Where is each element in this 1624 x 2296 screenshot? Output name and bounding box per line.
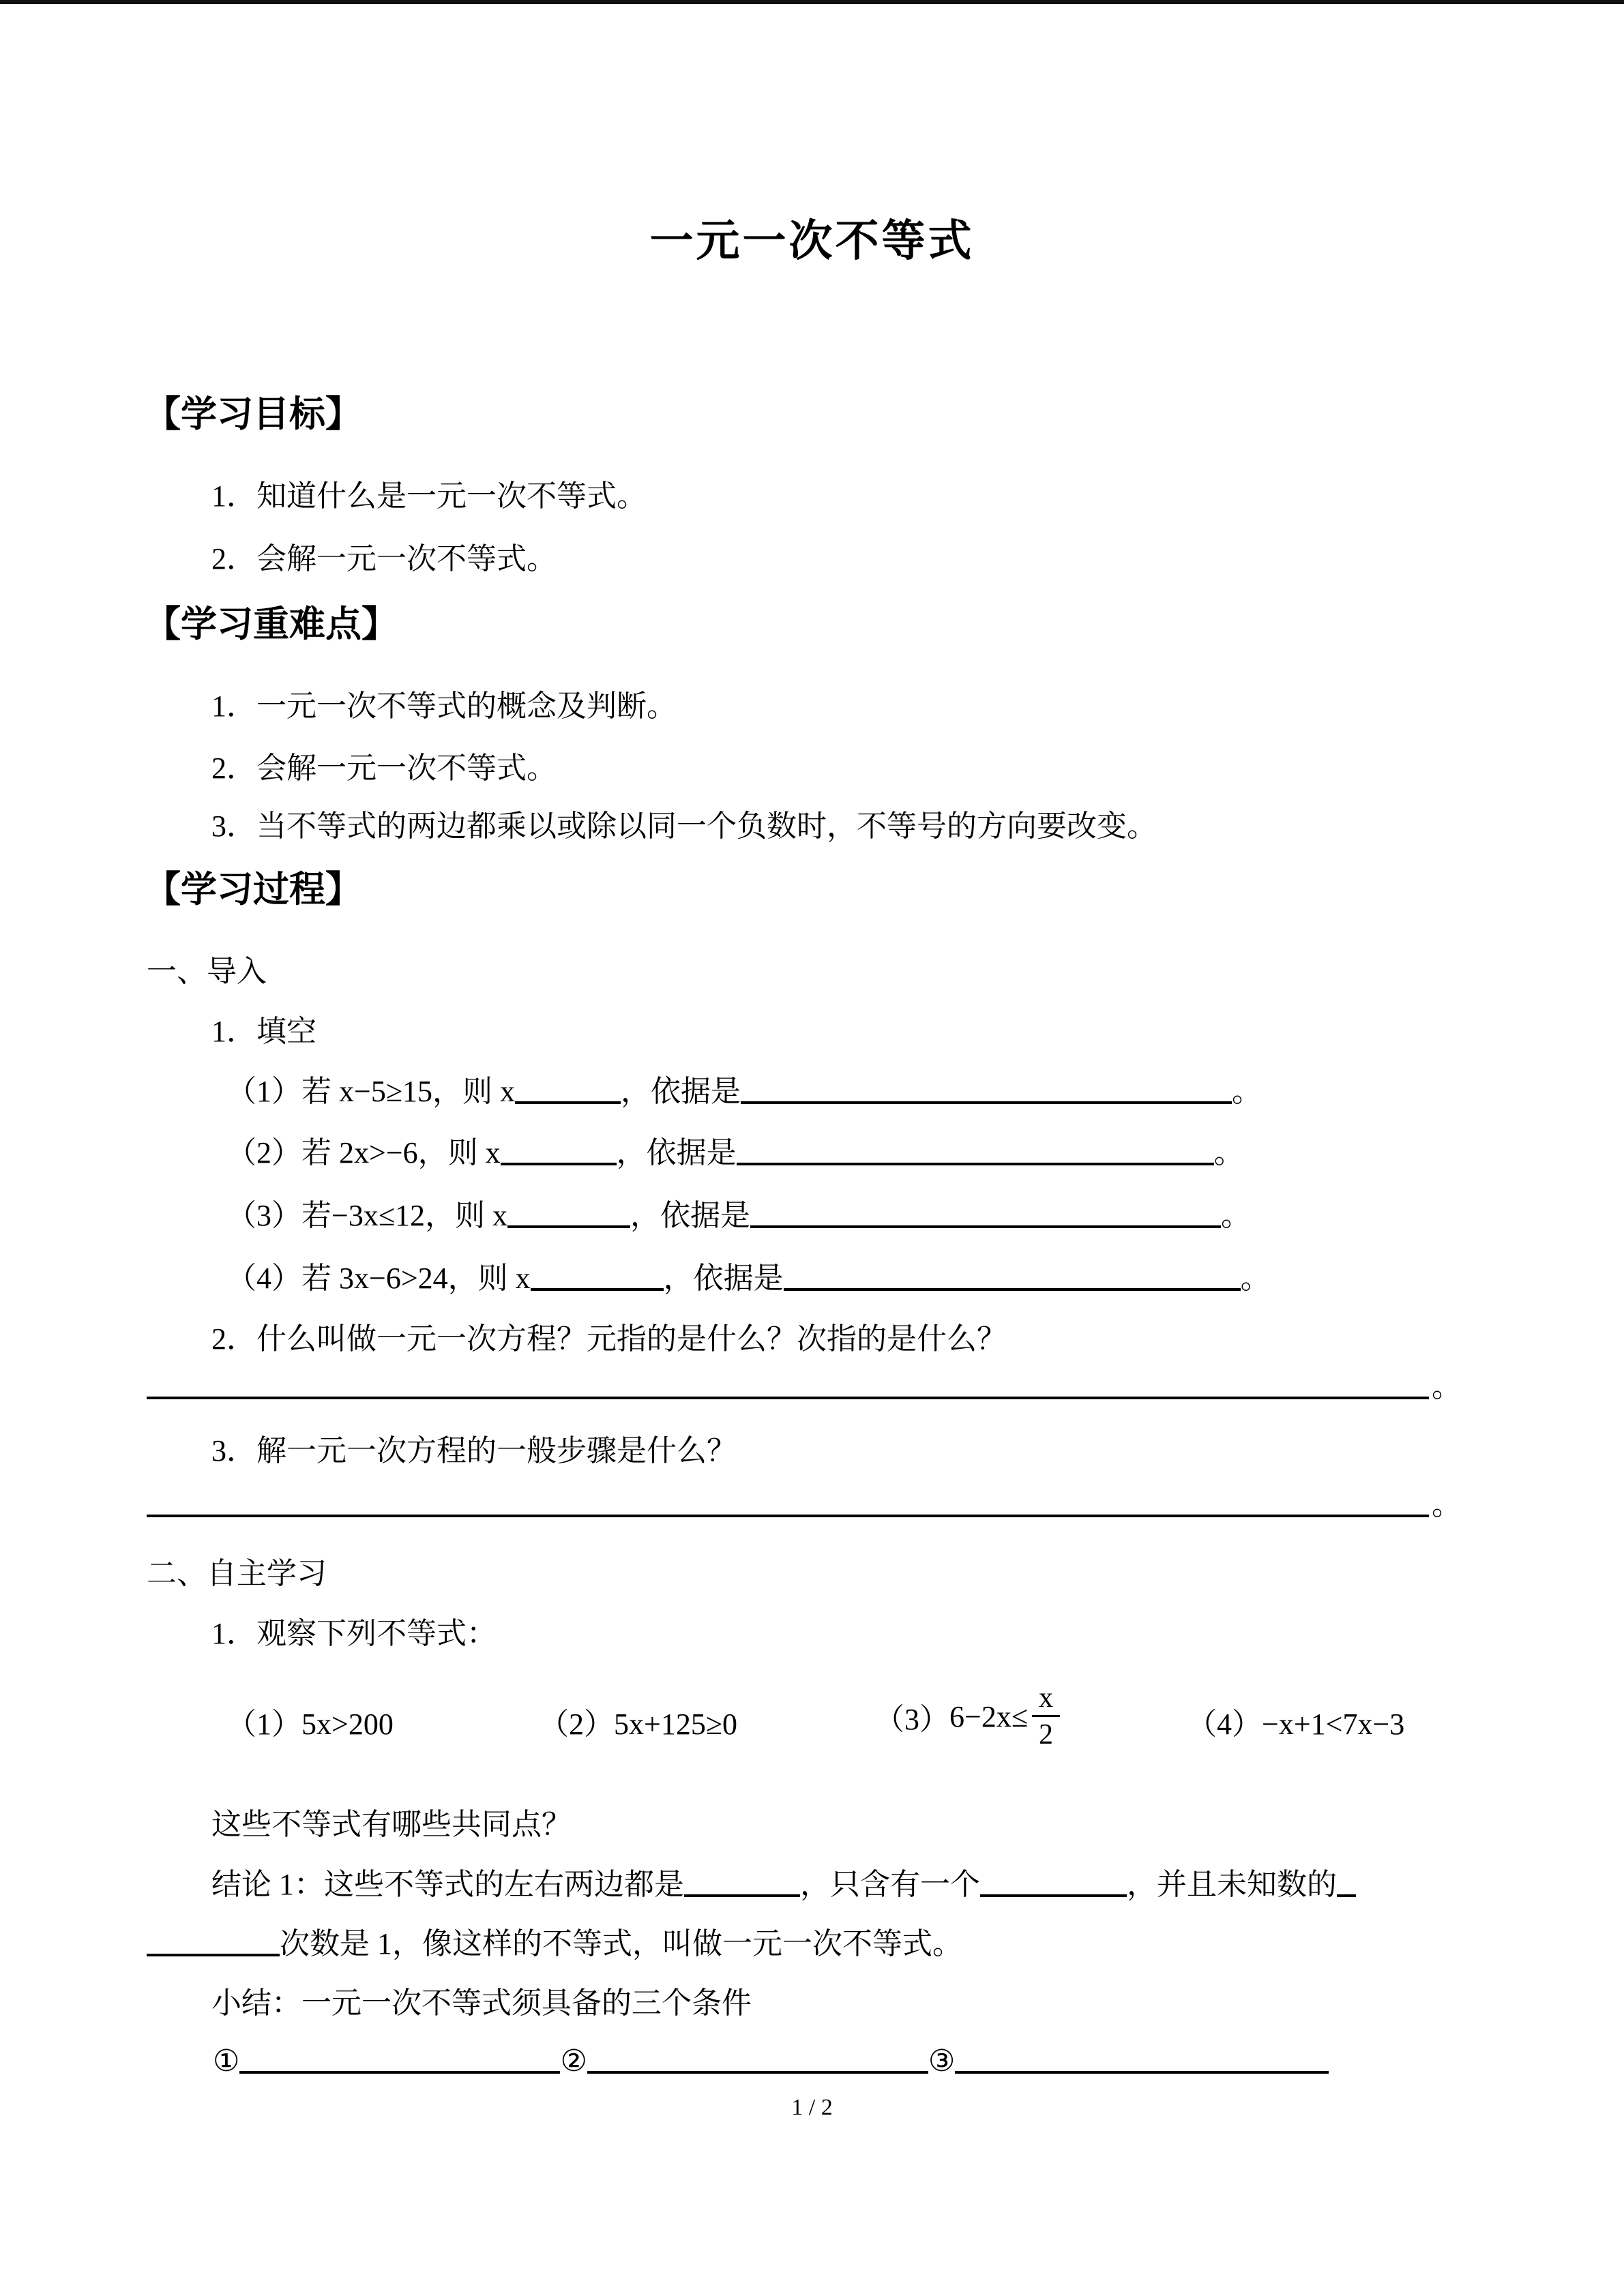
question-text: 。 (1231, 1075, 1262, 1108)
page-title: 一元一次不等式 (649, 216, 975, 265)
fraction (1032, 1682, 1060, 1751)
blank-underline (1337, 1888, 1356, 1897)
blank-underline (750, 1219, 1221, 1228)
fill-blank-row (226, 1134, 1244, 1172)
conclusion-text: ，并且未知数的 (1127, 1868, 1337, 1901)
blank-underline (147, 1508, 1429, 1517)
section-heading-goals: 【学习目标】 (145, 394, 361, 434)
blank-underline (147, 1390, 1429, 1399)
list-item: 3．当不等式的两边都乘以或除以同一个负数时，不等号的方向要改变。 (211, 809, 1157, 843)
circled-number: ① (213, 2044, 240, 2078)
blank-underline (741, 1094, 1232, 1104)
inequality-expression: 6−2x≤ (949, 1699, 1028, 1733)
blank-underline (515, 1094, 621, 1104)
answer-blank-line (147, 1490, 1462, 1520)
fill-blank-row (226, 1073, 1262, 1110)
question-text: ，依据是 (620, 1075, 741, 1108)
conclusion-text: 次数是 1，像这样的不等式，叫做一元一次不等式。 (280, 1927, 962, 1960)
circled-number: ② (560, 2044, 587, 2078)
answer-blank-line (147, 1372, 1462, 1402)
list-item: 2．会解一元一次不等式。 (211, 542, 557, 576)
blank-underline (147, 1947, 280, 1956)
blank-underline (507, 1219, 630, 1228)
fraction-denominator: 2 (1032, 1715, 1060, 1751)
fill-blank-row (226, 1259, 1271, 1297)
conclusion-text: 结论 1：这些不等式的左右两边都是 (211, 1868, 684, 1901)
inequality-item (874, 1674, 1060, 1759)
question-text: （1）若 x−5≥15，则 x (226, 1075, 515, 1108)
blank-underline (531, 1281, 664, 1291)
blank-underline (501, 1156, 617, 1165)
question-text: ，依据是 (616, 1136, 737, 1169)
question-text: 2．什么叫做一元一次方程？元指的是什么？次指的是什么？ (211, 1322, 1007, 1356)
blank-underline (980, 1888, 1127, 1897)
conditions-row (213, 2042, 1329, 2080)
list-item: 2．会解一元一次不等式。 (211, 751, 557, 785)
question-text: 3．解一元一次方程的一般步骤是什么？ (211, 1434, 737, 1467)
sentence-period: 。 (1432, 1370, 1462, 1403)
question-text: （3）若−3x≤12，则 x (226, 1199, 507, 1232)
inequality-item (1187, 1699, 1404, 1743)
question-text: ，依据是 (663, 1262, 784, 1295)
inequality-label: （1） (226, 1708, 301, 1741)
question-text: 。 (1240, 1262, 1271, 1295)
question-text: 。 (1220, 1199, 1251, 1232)
inequality-item (226, 1699, 394, 1743)
inequality-expression: 5x>200 (301, 1708, 394, 1741)
blank-underline (784, 1281, 1241, 1291)
inequality-label: （3） (874, 1703, 949, 1736)
question-text: （4）若 3x−6>24，则 x (226, 1262, 531, 1295)
blank-underline (684, 1888, 800, 1897)
conclusion-row (147, 1925, 962, 1963)
inequality-item (539, 1699, 737, 1743)
list-item: 1．知道什么是一元一次不等式。 (211, 479, 647, 513)
question-text: （2）若 2x>−6，则 x (226, 1136, 501, 1169)
question-text: 。 (1213, 1136, 1244, 1169)
observe-label: 1．观察下列不等式： (211, 1617, 497, 1650)
list-item: 1．一元一次不等式的概念及判断。 (211, 689, 677, 723)
inequality-label: （2） (539, 1708, 614, 1741)
blank-underline (737, 1156, 1214, 1165)
subsection-intro: 一、导入 (147, 955, 267, 988)
section-heading-key-points: 【学习重难点】 (145, 604, 398, 644)
fraction-numerator: x (1038, 1682, 1053, 1714)
conclusion-text: ，只含有一个 (800, 1868, 980, 1901)
section-heading-process: 【学习过程】 (145, 869, 361, 910)
sentence-period: 。 (1432, 1488, 1462, 1521)
inequality-label: （4） (1187, 1708, 1262, 1741)
question-text: 这些不等式有哪些共同点？ (211, 1808, 572, 1841)
inequality-expression: −x+1<7x−3 (1262, 1708, 1405, 1741)
fill-blank-row (226, 1197, 1251, 1234)
blank-underline (587, 2064, 928, 2074)
summary-text: 小结：一元一次不等式须具备的三个条件 (211, 1986, 752, 2020)
circled-number: ③ (928, 2044, 956, 2078)
blank-underline (239, 2064, 560, 2074)
page-top-edge (0, 0, 1624, 4)
subsection-self-study: 二、自主学习 (147, 1557, 327, 1590)
conclusion-row (211, 1866, 1356, 1903)
page-number: 1 / 2 (791, 2095, 833, 2120)
question-text: ，依据是 (630, 1199, 750, 1232)
inequality-expression: 5x+125≥0 (614, 1708, 737, 1741)
fill-blank-label: 1．填空 (211, 1015, 316, 1048)
blank-underline (955, 2064, 1329, 2074)
